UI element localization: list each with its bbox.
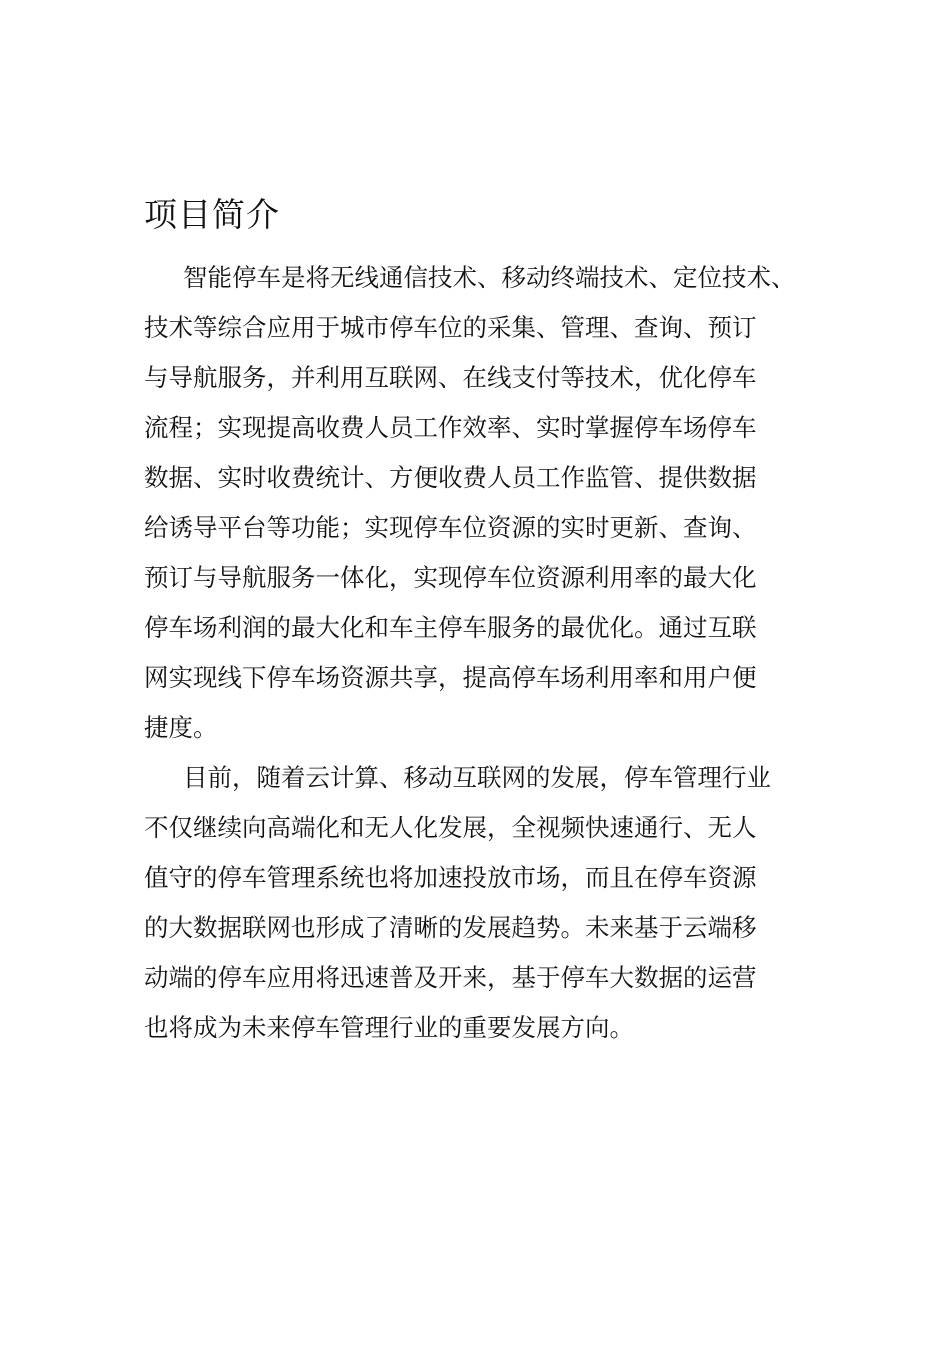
paragraph-line: 数据、实时收费统计、方便收费人员工作监管、提供数据 [144, 463, 757, 492]
paragraph-line: 目前，随着云计算、移动互联网的发展，停车管理行业 [183, 763, 771, 792]
paragraph-line: 技术等综合应用于城市停车位的采集、管理、查询、预订 [144, 313, 757, 342]
paragraph-line: 网实现线下停车场资源共享，提高停车场利用率和用户便 [144, 663, 757, 692]
paragraph-line: 智能停车是将无线通信技术、移动终端技术、定位技术、 [183, 263, 796, 292]
paragraph-line: 捷度。 [144, 713, 218, 742]
paragraph-line: 预订与导航服务一体化，实现停车位资源利用率的最大化 [144, 563, 757, 592]
paragraph-line: 的大数据联网也形成了清晰的发展趋势。未来基于云端移 [144, 913, 757, 942]
paragraph-line: 也将成为未来停车管理行业的重要发展方向。 [144, 1013, 634, 1042]
paragraph-line: 与导航服务，并利用互联网、在线支付等技术，优化停车 [144, 363, 757, 392]
paragraph-line: 停车场利润的最大化和车主停车服务的最优化。通过互联 [144, 613, 757, 642]
paragraph-line: 流程；实现提高收费人员工作效率、实时掌握停车场停车 [144, 413, 757, 442]
paragraph-line: 不仅继续向高端化和无人化发展，全视频快速通行、无人 [144, 813, 757, 842]
paragraph-current-status [144, 753, 844, 1053]
paragraph-line: 值守的停车管理系统也将加速投放市场，而且在停车资源 [144, 863, 757, 892]
paragraph-line: 给诱导平台等功能；实现停车位资源的实时更新、查询、 [144, 513, 757, 542]
page-title: 项目简介 [144, 195, 280, 234]
paragraph-intro [144, 253, 844, 753]
paragraph-line: 动端的停车应用将迅速普及开来，基于停车大数据的运营 [144, 963, 757, 992]
